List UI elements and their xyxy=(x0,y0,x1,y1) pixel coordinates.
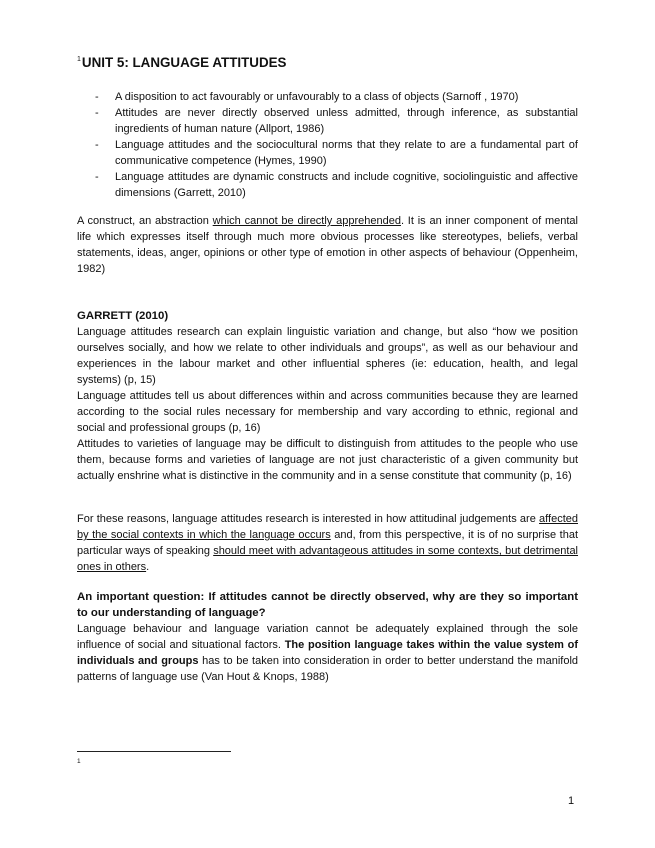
list-item-text: Language attitudes and the sociocultural norms that they relate to are a fundamental part of communicative competence (Hymes, 1990) xyxy=(115,139,578,167)
garrett-paragraph-3: Attitudes to varieties of language may be difficult to distinguish from attitudes to the people who use them, because forms and varieties of language are not just characteristic of a given community but actually enshrine what is distinctive in the community and in a sense constitute that community (p, 16) xyxy=(77,438,578,482)
list-item xyxy=(77,137,578,169)
construct-text-start: A construct, an abstraction xyxy=(77,215,213,227)
question-bold-phrase: The position language takes within the value system of individuals and groups xyxy=(77,639,578,667)
construct-underlined-phrase: which cannot be directly apprehended xyxy=(212,215,401,227)
question-heading: An important question: If attitudes cannot be directly observed, why are they so important to our understanding of language? xyxy=(77,591,578,619)
garrett-paragraph-1: Language attitudes research can explain linguistic variation and change, but also “how we position ourselves socially, and how we relate to other individuals and groups”, as well as our behaviour and experiences in the labour market and other influential spheres (ie: education, health, and legal systems) (p, 15) xyxy=(77,326,578,386)
question-text-start: Language behaviour and language variation cannot be adequately explained through the sole influence of social and situational factors. xyxy=(77,623,578,651)
bullet-dash: - xyxy=(95,171,99,183)
list-item xyxy=(77,89,578,105)
garrett-section xyxy=(77,308,578,484)
garrett-heading: GARRETT (2010) xyxy=(77,310,169,322)
bullet-dash: - xyxy=(95,107,99,119)
reasons-underlined-phrase-2: should meet with advantageous attitudes in some contexts, but detrimental ones in others xyxy=(77,545,579,573)
list-item-text: A disposition to act favourably or unfavourably to a class of objects (Sarnoff , 1970) xyxy=(115,91,519,103)
title-text: UNIT 5: LANGUAGE ATTITUDES xyxy=(81,55,287,70)
reasons-underlined-phrase-1: affected by the social contexts in which the language occurs xyxy=(77,513,578,541)
list-item xyxy=(77,169,578,201)
reasons-paragraph xyxy=(77,511,578,575)
garrett-paragraph-2: Language attitudes tell us about differences within and across communities because they are learned according to the social rules necessary for membership and vary according to ethnic, regional and social and professional groups (p, 16) xyxy=(77,390,578,434)
question-text-end: has to be taken into consideration in order to better understand the manifold patterns of language use (Van Hout & Knops, 1988) xyxy=(77,655,579,683)
page-number: 1 xyxy=(568,795,575,807)
list-item-text: Attitudes are never directly observed unless admitted, through inference, as substantial ingredients of human nature (Allport, 1986) xyxy=(115,107,578,135)
construct-text-end: . It is an inner component of mental life which expresses itself through much more obvious processes like stereotypes, beliefs, verbal statements, ideas, anger, opinions or other type of emotion in other aspects of behaviour (Oppenheim, 1982) xyxy=(77,215,578,275)
definitions-list xyxy=(77,89,578,201)
question-paragraph xyxy=(77,621,578,685)
page-title xyxy=(77,55,286,70)
construct-paragraph xyxy=(77,213,578,277)
bullet-dash: - xyxy=(95,91,99,103)
title-footnote-mark: 1 xyxy=(77,56,81,63)
list-item-text: Language attitudes are dynamic constructs and include cognitive, sociolinguistic and affective dimensions (Garrett, 2010) xyxy=(115,171,578,199)
footnote-divider xyxy=(77,751,231,752)
reasons-text-end: . xyxy=(146,561,150,573)
bullet-dash: - xyxy=(95,139,99,151)
footnote-mark: 1 xyxy=(77,758,81,765)
reasons-text-middle: and, from this perspective, it is of no surprise that particular ways of speaking xyxy=(77,529,578,557)
reasons-text-start: For these reasons, language attitudes research is interested in how attitudinal judgements are xyxy=(77,513,540,525)
list-item xyxy=(77,105,578,137)
question-section xyxy=(77,589,578,685)
